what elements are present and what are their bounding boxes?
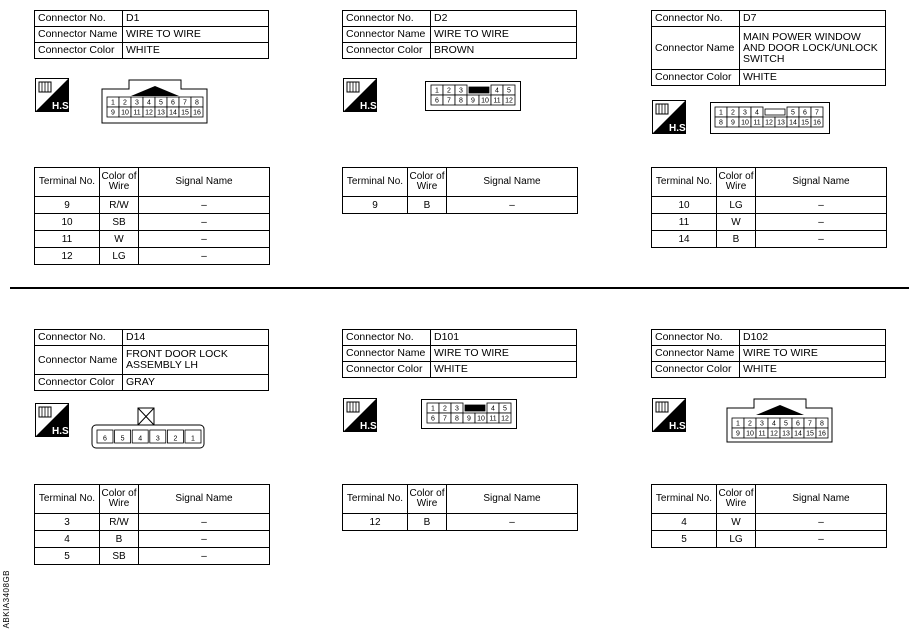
pin-number: 7	[815, 109, 819, 117]
pin-key-block	[465, 405, 485, 411]
terminal-no-header: Terminal No.	[343, 168, 408, 197]
connector-d14-info	[34, 329, 269, 391]
pin-number: 6	[796, 420, 800, 428]
pin-number: 5	[791, 109, 795, 117]
table-row: 9 B –	[343, 197, 578, 214]
connector-d1-info	[34, 10, 269, 59]
pin-number: 1	[431, 405, 435, 413]
connector-d2-info	[342, 10, 577, 59]
connector-d7-terminals	[651, 167, 887, 248]
table-row: 5 SB –	[35, 548, 270, 565]
signal-name-header: Signal Name	[139, 485, 270, 514]
signal-name-header: Signal Name	[139, 168, 270, 197]
connector-color-value: WHITE	[123, 43, 269, 59]
connector-d1-terminals	[34, 167, 270, 265]
hs-label: H.S.	[669, 421, 689, 432]
hs-label: H.S.	[669, 123, 689, 134]
wire-color-header: Color of Wire	[408, 485, 447, 514]
harness-side-icon	[35, 403, 72, 437]
connector-d7-info	[651, 10, 886, 86]
connector-color-label: Connector Color	[35, 43, 123, 59]
pin-number: 10	[481, 97, 489, 105]
pin-number: 6	[803, 109, 807, 117]
connector-no-value: D1	[123, 11, 269, 27]
harness-side-icon	[343, 398, 380, 432]
pin-grid-16	[732, 418, 828, 438]
hs-label: H.S.	[360, 421, 380, 432]
terminal-no-header: Terminal No.	[652, 168, 717, 197]
pin-number: 16	[813, 119, 821, 127]
pin-number: 4	[138, 435, 143, 443]
pin-number: 2	[173, 435, 178, 443]
connector-d2-face	[425, 81, 521, 111]
signal-name-header: Signal Name	[756, 168, 887, 197]
pin-number: 9	[111, 109, 115, 117]
pin-number: 1	[719, 109, 723, 117]
terminal-no-header: Terminal No.	[652, 485, 717, 514]
pin-number: 16	[193, 109, 201, 117]
pin-number: 3	[743, 109, 747, 117]
signal-name-header: Signal Name	[447, 168, 578, 197]
connector-name-label: Connector Name	[35, 27, 123, 43]
pin-number: 13	[777, 119, 785, 127]
pin-number: 11	[753, 119, 761, 127]
pin-number: 6	[171, 99, 175, 107]
table-row: 3 R/W –	[35, 514, 270, 531]
pin-number: 12	[145, 109, 153, 117]
connector-color-value: BROWN	[431, 43, 577, 59]
table-row: 4 B –	[35, 531, 270, 548]
connector-color-value: WHITE	[431, 362, 577, 378]
connector-name-value: WIRE TO WIRE	[123, 27, 269, 43]
table-row: 4 W –	[652, 514, 887, 531]
pin-number: 5	[120, 435, 125, 443]
pin-number: 4	[147, 99, 151, 107]
connector-d101-terminals	[342, 484, 578, 531]
connector-no-value: D7	[740, 11, 886, 27]
terminal-no-header: Terminal No.	[35, 168, 100, 197]
pin-number: 8	[455, 415, 459, 423]
pin-number: 7	[443, 415, 447, 423]
pin-number: 16	[818, 430, 826, 438]
pin-number: 8	[820, 420, 824, 428]
table-row: 9 R/W –	[35, 197, 270, 214]
table-row: 12 LG –	[35, 248, 270, 265]
pin-number: 6	[435, 97, 439, 105]
connector-color-label: Connector Color	[343, 43, 431, 59]
pin-number: 9	[467, 415, 471, 423]
hs-label: H.S.	[360, 101, 380, 112]
connector-no-label: Connector No.	[652, 11, 740, 27]
connector-no-label: Connector No.	[35, 330, 123, 346]
figure-code: ABKIA3408GB	[2, 570, 11, 629]
harness-side-icon	[343, 78, 380, 112]
signal-name-header: Signal Name	[447, 485, 578, 514]
pin-number: 14	[789, 119, 797, 127]
connector-no-value: D14	[123, 330, 269, 346]
connector-name-label: Connector Name	[35, 346, 123, 375]
terminal-no-header: Terminal No.	[35, 485, 100, 514]
pin-number: 3	[135, 99, 139, 107]
section-divider	[10, 287, 909, 289]
pin-number: 12	[770, 430, 778, 438]
connector-d101-face	[421, 399, 517, 429]
connector-name-value: WIRE TO WIRE	[740, 346, 886, 362]
pin-number: 10	[121, 109, 129, 117]
pin-number: 2	[443, 405, 447, 413]
pin-grid-12	[427, 403, 511, 423]
connector-name-value: FRONT DOOR LOCK ASSEMBLY LH	[123, 346, 269, 375]
harness-side-icon	[35, 78, 72, 112]
connector-d14-terminals	[34, 484, 270, 565]
table-row: 14 B –	[652, 231, 887, 248]
table-row: 5 LG –	[652, 531, 887, 548]
pin-number: 10	[746, 430, 754, 438]
wire-color-header: Color of Wire	[100, 168, 139, 197]
hs-label: H.S.	[52, 101, 72, 112]
connector-no-value: D2	[431, 11, 577, 27]
pin-number: 2	[748, 420, 752, 428]
table-row: 11 W –	[35, 231, 270, 248]
pin-number: 11	[489, 415, 497, 423]
pin-number: 9	[731, 119, 735, 127]
pin-number: 15	[806, 430, 814, 438]
pin-number: 8	[459, 97, 463, 105]
connector-no-value: D102	[740, 330, 886, 346]
connector-no-label: Connector No.	[343, 330, 431, 346]
pin-key-block	[469, 87, 489, 93]
connector-no-label: Connector No.	[343, 11, 431, 27]
pin-number: 4	[491, 405, 495, 413]
connector-name-label: Connector Name	[652, 27, 740, 70]
pin-number: 15	[801, 119, 809, 127]
connector-d1-face	[101, 79, 209, 124]
pin-number: 2	[731, 109, 735, 117]
pin-number: 12	[505, 97, 513, 105]
harness-side-icon	[652, 398, 689, 432]
pin-number: 10	[741, 119, 749, 127]
pin-grid-16	[715, 107, 823, 127]
signal-name-header: Signal Name	[756, 485, 887, 514]
pin-number: 1	[191, 435, 195, 443]
connector-d102-terminals	[651, 484, 887, 548]
connector-d102-info	[651, 329, 886, 378]
pin-number: 4	[772, 420, 776, 428]
pin-number: 4	[495, 87, 499, 95]
pin-number: 5	[507, 87, 511, 95]
connector-name-label: Connector Name	[652, 346, 740, 362]
wire-color-header: Color of Wire	[717, 485, 756, 514]
connector-d14-face	[91, 407, 205, 449]
pin-number: 3	[459, 87, 463, 95]
pin-number: 13	[782, 430, 790, 438]
pin-number: 1	[435, 87, 439, 95]
pin-number: 7	[447, 97, 451, 105]
pin-number: 13	[157, 109, 165, 117]
pin-number: 7	[183, 99, 187, 107]
pin-number: 4	[755, 109, 759, 117]
table-row: 11 W –	[652, 214, 887, 231]
pin-cell	[765, 109, 785, 115]
pin-number: 14	[794, 430, 802, 438]
pin-number: 5	[503, 405, 507, 413]
pin-grid-16	[107, 97, 203, 117]
pin-number: 3	[155, 435, 160, 443]
table-row: 10 LG –	[652, 197, 887, 214]
connector-d101-info	[342, 329, 577, 378]
table-row: 10 SB –	[35, 214, 270, 231]
connector-name-value: WIRE TO WIRE	[431, 346, 577, 362]
pin-number: 8	[719, 119, 723, 127]
pin-number: 12	[765, 119, 773, 127]
connector-color-value: GRAY	[123, 375, 269, 391]
connector-color-label: Connector Color	[343, 362, 431, 378]
connector-color-value: WHITE	[740, 362, 886, 378]
pin-number: 6	[431, 415, 435, 423]
pin-number: 5	[784, 420, 788, 428]
pin-number: 1	[111, 99, 115, 107]
pin-number: 7	[808, 420, 812, 428]
pin-number: 6	[103, 435, 107, 443]
connector-color-value: WHITE	[740, 70, 886, 86]
wire-color-header: Color of Wire	[717, 168, 756, 197]
pin-number: 2	[447, 87, 451, 95]
pin-number: 3	[455, 405, 459, 413]
pin-number: 11	[493, 97, 501, 105]
pin-grid-12	[431, 85, 515, 105]
connector-d102-face	[726, 398, 834, 443]
connector-no-value: D101	[431, 330, 577, 346]
wire-color-header: Color of Wire	[100, 485, 139, 514]
pin-number: 11	[758, 430, 766, 438]
table-row: 12 B –	[343, 514, 578, 531]
connector-name-label: Connector Name	[343, 27, 431, 43]
wire-color-header: Color of Wire	[408, 168, 447, 197]
pin-number: 2	[123, 99, 127, 107]
pin-number: 9	[471, 97, 475, 105]
connector-d2-terminals	[342, 167, 578, 214]
pin-number: 15	[181, 109, 189, 117]
pin-number: 3	[760, 420, 764, 428]
connector-color-label: Connector Color	[35, 375, 123, 391]
connector-no-label: Connector No.	[35, 11, 123, 27]
connector-d7-face	[710, 102, 830, 134]
terminal-no-header: Terminal No.	[343, 485, 408, 514]
pin-number: 10	[477, 415, 485, 423]
pin-number: 5	[159, 99, 163, 107]
pin-number: 9	[736, 430, 740, 438]
pin-number: 1	[736, 420, 740, 428]
connector-color-label: Connector Color	[652, 70, 740, 86]
pin-number: 12	[501, 415, 509, 423]
hs-label: H.S.	[52, 426, 72, 437]
connector-no-label: Connector No.	[652, 330, 740, 346]
connector-name-value: MAIN POWER WINDOW AND DOOR LOCK/UNLOCK SWITCH	[740, 27, 886, 70]
pin-number: 11	[133, 109, 141, 117]
connector-color-label: Connector Color	[652, 362, 740, 378]
harness-side-icon	[652, 100, 689, 134]
connector-name-value: WIRE TO WIRE	[431, 27, 577, 43]
pin-number: 14	[169, 109, 177, 117]
pin-number: 8	[195, 99, 199, 107]
connector-name-label: Connector Name	[343, 346, 431, 362]
